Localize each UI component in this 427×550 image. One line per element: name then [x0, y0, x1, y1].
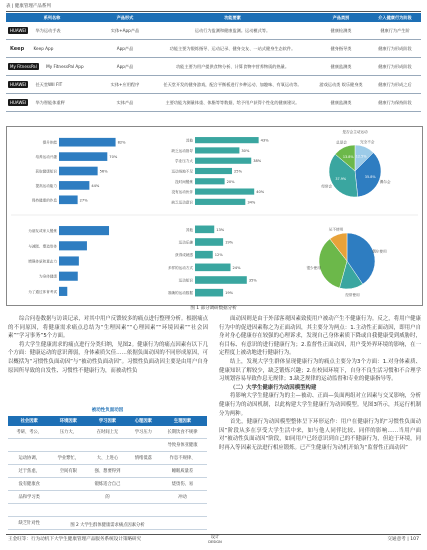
col-header: 介入健康行为阶段: [369, 13, 421, 22]
col-header: 功能要素: [152, 13, 313, 22]
journal-name: 设计: [210, 535, 220, 540]
table-cell: [129, 504, 158, 517]
table-cell: [129, 439, 158, 452]
category-label: 培养运动兴趣: [35, 155, 57, 160]
col-header: 系列名称: [6, 13, 98, 22]
bar: [195, 147, 239, 153]
table-row: [6, 94, 421, 112]
footer-article-title: 王金旺等：行为动机下大学生健康管理产品服务系统设计策略研究: [8, 537, 142, 542]
series-name: Keep App: [33, 45, 54, 51]
table-cell: 烧烫伤、易: [158, 478, 207, 491]
data-label: 70%: [109, 155, 118, 160]
bar: [195, 289, 223, 297]
bar: [59, 226, 109, 235]
survey-charts: [7, 127, 422, 305]
bar: [195, 251, 213, 259]
table-cell: [86, 439, 128, 452]
pain-point-table: [8, 416, 207, 530]
bar: [59, 256, 79, 265]
category-label: 运动乐趣: [178, 240, 193, 245]
brand-logo: Keep: [10, 45, 25, 52]
table-cell: 压力大、: [50, 426, 86, 439]
features-cell: 功能主要为锻炼指导、运动记录、健身交友、一站式健身生态软件。: [152, 40, 313, 58]
col-header: 产品类别: [313, 13, 369, 22]
table-row: [8, 452, 207, 465]
bar: [59, 195, 78, 204]
bar: [195, 168, 232, 174]
paragraph: 将大学生健康需求的痛点进行分类归纳，见图2。健康行为的痛点因素有以下几个方面：健康运动的意识薄弱，身体素质欠佳……依据负面动因的不同形成原因，可以概括为“习惯性负面动因”与“被动性负面动因”。习惯性负面动因主要是由用户自身原因所导致的自发性、习惯性不健康行为，而被动性负: [8, 341, 208, 374]
bar: [59, 181, 89, 190]
series-name: 华为运动手表: [35, 28, 61, 33]
bar: [195, 226, 214, 234]
category-label: 保持健康的作息: [31, 198, 57, 203]
table-cell: 睡眠质量差: [158, 465, 207, 478]
table-cell: [86, 504, 128, 517]
slice-value: 37.9%: [335, 177, 347, 182]
data-label: 19%: [225, 291, 234, 296]
stage-cell: 健康行为形成阶段: [369, 58, 421, 76]
features-cell: 任天堂开发的健身游戏，配合平衡板进行多种运动、加趣味、有氧运动等。: [152, 76, 313, 94]
category-label: 提高运动能力: [35, 183, 57, 188]
stage-cell: 健康行为形成阶段: [369, 40, 421, 58]
series-name: 任天堂WII FIT: [35, 82, 63, 87]
bar: [195, 199, 245, 205]
table-header-row: [6, 13, 421, 22]
data-label: 13%: [216, 227, 225, 232]
bar: [195, 264, 231, 272]
paragraph: 综合问卷数据与访谈记录，对其中用户反馈较多的痛点进行整理分析。根据痛点的不同原因，将健康需求痛点总结为“生理因素”“心理因素”“环境因素”“社会因素”“学习事务”5个方面。: [8, 316, 208, 340]
table-cell: 情绪低落: [129, 452, 158, 465]
product-series-table: [6, 13, 421, 112]
form-cell: App产品: [98, 58, 152, 76]
data-label: 56%: [99, 169, 108, 174]
category-label: 为了通过体育考试: [28, 289, 57, 294]
category-label: 增强体质和意志力: [28, 259, 57, 264]
col-header: 社会因素: [8, 416, 50, 426]
category-cell: 健康检测类: [313, 22, 369, 40]
brand-logo: HUAWEI: [10, 28, 27, 33]
table-cell: 冲动: [158, 491, 207, 504]
data-label: 19%: [225, 240, 234, 245]
slice-label: 偶尔使用: [372, 249, 387, 254]
table-row: [8, 465, 207, 478]
brand-logo: HUAWEI: [10, 100, 27, 105]
table-cell: 作息不规律、: [158, 452, 207, 465]
section-heading: （二）大学生健康行为动因模型构建: [230, 384, 317, 391]
category-label: 为身体健康: [39, 274, 57, 279]
slice-label: 很少使用: [306, 266, 321, 271]
category-label: 缺乏运动指导: [171, 148, 193, 153]
category-label: 其他: [185, 138, 193, 143]
category-label: 学业压力大: [175, 159, 193, 164]
form-cell: 实体+App产品: [98, 22, 152, 40]
data-label: 27%: [79, 198, 88, 203]
data-label: 82%: [117, 140, 126, 145]
paragraph: 将影响大学生健康行为的主—被动、正面—负面两组对立因素与交叉影响，分析健康行为的动因机制，以此构建大学生健康行为动因模型。见图3所示，其运行机制分为两种。: [219, 393, 421, 417]
category-label: 没有运动伙伴: [171, 190, 193, 195]
slice-label: 经常会: [321, 184, 333, 189]
category-label: 准确的运动数据: [167, 291, 193, 296]
slice-label: 偶尔会: [379, 180, 391, 185]
table-row: [6, 76, 421, 94]
table-cell: [158, 504, 207, 517]
slice-label: 经常使用: [345, 293, 360, 298]
stage-cell: 健康行为形成之后: [369, 76, 421, 94]
category-label: 提升体能: [42, 140, 57, 145]
col-header: 产品形式: [98, 13, 152, 22]
bar: [195, 276, 247, 284]
data-label: 25%: [234, 169, 242, 174]
table-row: [6, 40, 421, 58]
series-cell: [6, 76, 98, 94]
right-column: [219, 315, 421, 453]
paragraph: 结上，发现大学生群体显现健康行为的痛点主要分为3个方面：1.对身体素质、健康知识了解较少，缺乏锻炼兴趣；2.在校园环境下，自身不良生活习惯和不合理学习规划容易导致作息无规律；3.缺乏规律的运动监督和专业的健康指导等。: [219, 358, 421, 383]
data-label: 35%: [248, 278, 257, 283]
table-cell: 没有健康食: [8, 478, 50, 491]
table-cell: [50, 478, 86, 491]
bar: [59, 272, 78, 281]
form-cell: App产品: [98, 40, 152, 58]
bar: [195, 188, 254, 194]
table2-title: 被动性负面动因: [91, 408, 124, 413]
category-cell: 健康监测类: [313, 94, 369, 112]
table-cell: 缺乏针对性: [8, 517, 50, 530]
data-label: 20%: [226, 179, 235, 184]
data-label: 24%: [232, 265, 241, 270]
bar: [59, 287, 67, 296]
table-cell: 学习压力: [129, 426, 158, 439]
section-header: 表 | 健康管理产品系列: [6, 4, 51, 9]
paragraph: 面动因则是由于外部客观因素致使用户被动产生不健康行为。反之，将用户健康行为中的促进因素称之为正面动因，其主要分为两点：1.主动性正面动因，即用户自身对身心健康存在较强的心理诉求，发现自己身体素质下降或自我健康受到威胁时，有目标、有意识的进行健康行为；2.监督性正面动因，用户受外界环境的影响，在一定程度上被动地进行健康行为。: [219, 316, 421, 357]
table-cell: 强、想要得到: [86, 465, 128, 478]
category-label: 运动场地不足: [171, 169, 193, 174]
table-cell: [8, 504, 50, 517]
table-cell: [129, 465, 158, 478]
series-cell: [6, 94, 98, 112]
category-label: 其他: [185, 227, 193, 232]
table-header-row: [8, 416, 207, 426]
form-cell: 实体+应用程序: [98, 76, 152, 94]
table-row: [6, 22, 421, 40]
features-cell: 主要功能为测量体重、体脂等等数据，给予用户获得个性化的健康建议。: [152, 94, 313, 112]
figure-1-panel: [6, 126, 423, 306]
table2-caption: 图 2 大学生群体健康需求痛点因素分析: [70, 523, 145, 528]
table-cell: 运动协调，: [8, 452, 50, 465]
bar: [59, 152, 107, 161]
table-row: [8, 491, 207, 504]
table-cell: [8, 439, 50, 452]
category-label: 为朋友或家人锻炼: [28, 229, 57, 234]
col-header: 环境因素: [50, 416, 86, 426]
data-label: 44%: [91, 183, 100, 188]
category-label: 获取健康知识: [35, 169, 57, 174]
col-header: 生理因素: [158, 416, 207, 426]
slice-label: 从不使用: [328, 227, 344, 232]
table-cell: 考研、考公、: [8, 426, 50, 439]
footer-page-number: 交通意考 | 107: [387, 537, 419, 542]
header-divider: [6, 11, 421, 12]
footer-journal-logo: [190, 535, 240, 545]
slice-value: 12.5%: [355, 154, 367, 159]
table-cell: [129, 478, 158, 491]
table-cell: [50, 504, 86, 517]
data-label: 30%: [241, 148, 250, 153]
slice-label: 总是会: [336, 140, 347, 145]
category-label: 获得成就感: [175, 253, 193, 258]
col-header: 学习因素: [86, 416, 128, 426]
table-cell: 的: [86, 491, 128, 504]
table-cell: 学业繁忙，: [50, 452, 86, 465]
series-cell: [6, 40, 98, 58]
category-cell: 游戏运动类 娱乐健身类: [313, 76, 369, 94]
series-name: 华为智能体重秤: [35, 100, 65, 105]
slice-label: 完全不会: [360, 139, 375, 144]
series-cell: [6, 22, 98, 40]
table-cell: 导致身体亚健康: [158, 439, 207, 452]
figure-caption: 图 1 部分调研数据分析: [190, 306, 237, 311]
table-row: [6, 58, 421, 76]
slice-value: 13.8%: [342, 154, 354, 159]
category-label: 缺乏运动意识: [171, 200, 193, 205]
bar: [195, 178, 225, 184]
series-cell: [6, 58, 98, 76]
col-header: 心理因素: [129, 416, 158, 426]
bar: [195, 238, 223, 246]
features-cell: 功能主要为用户提供食物分析、计算食物中营养物质的热量。: [152, 58, 313, 76]
journal-name-en: DESIGN: [208, 540, 222, 544]
table-cell: 锻炼适合自己: [86, 478, 128, 491]
table-row: [8, 478, 207, 491]
data-label: 34%: [247, 200, 256, 205]
brand-logo: My FitnessPal: [10, 64, 37, 69]
table-cell: 在时间上无: [86, 426, 128, 439]
bar: [195, 158, 251, 164]
table-cell: 长期饮食不规律: [158, 426, 207, 439]
brand-logo: HUAWEI: [10, 82, 27, 87]
stage-cell: 健康行为保持阶段: [369, 94, 421, 112]
data-label: 40%: [256, 190, 265, 195]
category-label: 多样的运动方式: [167, 265, 193, 270]
bar: [59, 138, 116, 147]
data-label: 38%: [253, 159, 262, 164]
table-row: [8, 504, 207, 517]
table-cell: [50, 439, 86, 452]
data-label: 43%: [260, 138, 269, 143]
bar: [59, 167, 98, 176]
category-cell: 健康监测类: [313, 58, 369, 76]
bar: [195, 137, 259, 143]
table-cell: [129, 491, 158, 504]
paragraph: 首先，健康行为动因模型整体呈下环形运作：用户在健康行为的“习惯性负面动因”阶段从多在享受大学生活中来，如与他人同伴比较、同伴的影响……当用户面对“被动性负面动因”阶段，如同用户已经意识到自己的不健康行为，但迫于环境，同时再入等因素无法进行相应锻炼。已产生健康行为动机开始为“监督性正面动因”: [219, 419, 421, 451]
features-cell: 运动行为监测和健康监测。运动模式等。: [152, 22, 313, 40]
table-cell: 品和学习类: [8, 491, 50, 504]
table-cell: [50, 491, 86, 504]
table-cell: 空间有限: [50, 465, 86, 478]
left-column: [8, 315, 208, 375]
table-cell: 过于焦虑，: [8, 465, 50, 478]
series-name: My FitnessPal App: [46, 64, 84, 69]
table-cell: 大、上进心: [86, 452, 128, 465]
category-label: 没时间锻炼: [175, 179, 193, 184]
table-row: [8, 426, 207, 439]
slice-value: 35.8%: [364, 174, 376, 179]
form-cell: 实体产品: [98, 94, 152, 112]
stage-cell: 健康行为产生阶: [369, 22, 421, 40]
category-label: 运动知识: [178, 278, 193, 283]
data-label: 12%: [214, 253, 223, 258]
table-row: [8, 439, 207, 452]
category-cell: 健身指导类: [313, 40, 369, 58]
bar: [59, 241, 87, 250]
category-label: 与减肥、塑造形体: [28, 244, 57, 249]
pie-annotation: 是否会主动运动: [342, 130, 368, 134]
